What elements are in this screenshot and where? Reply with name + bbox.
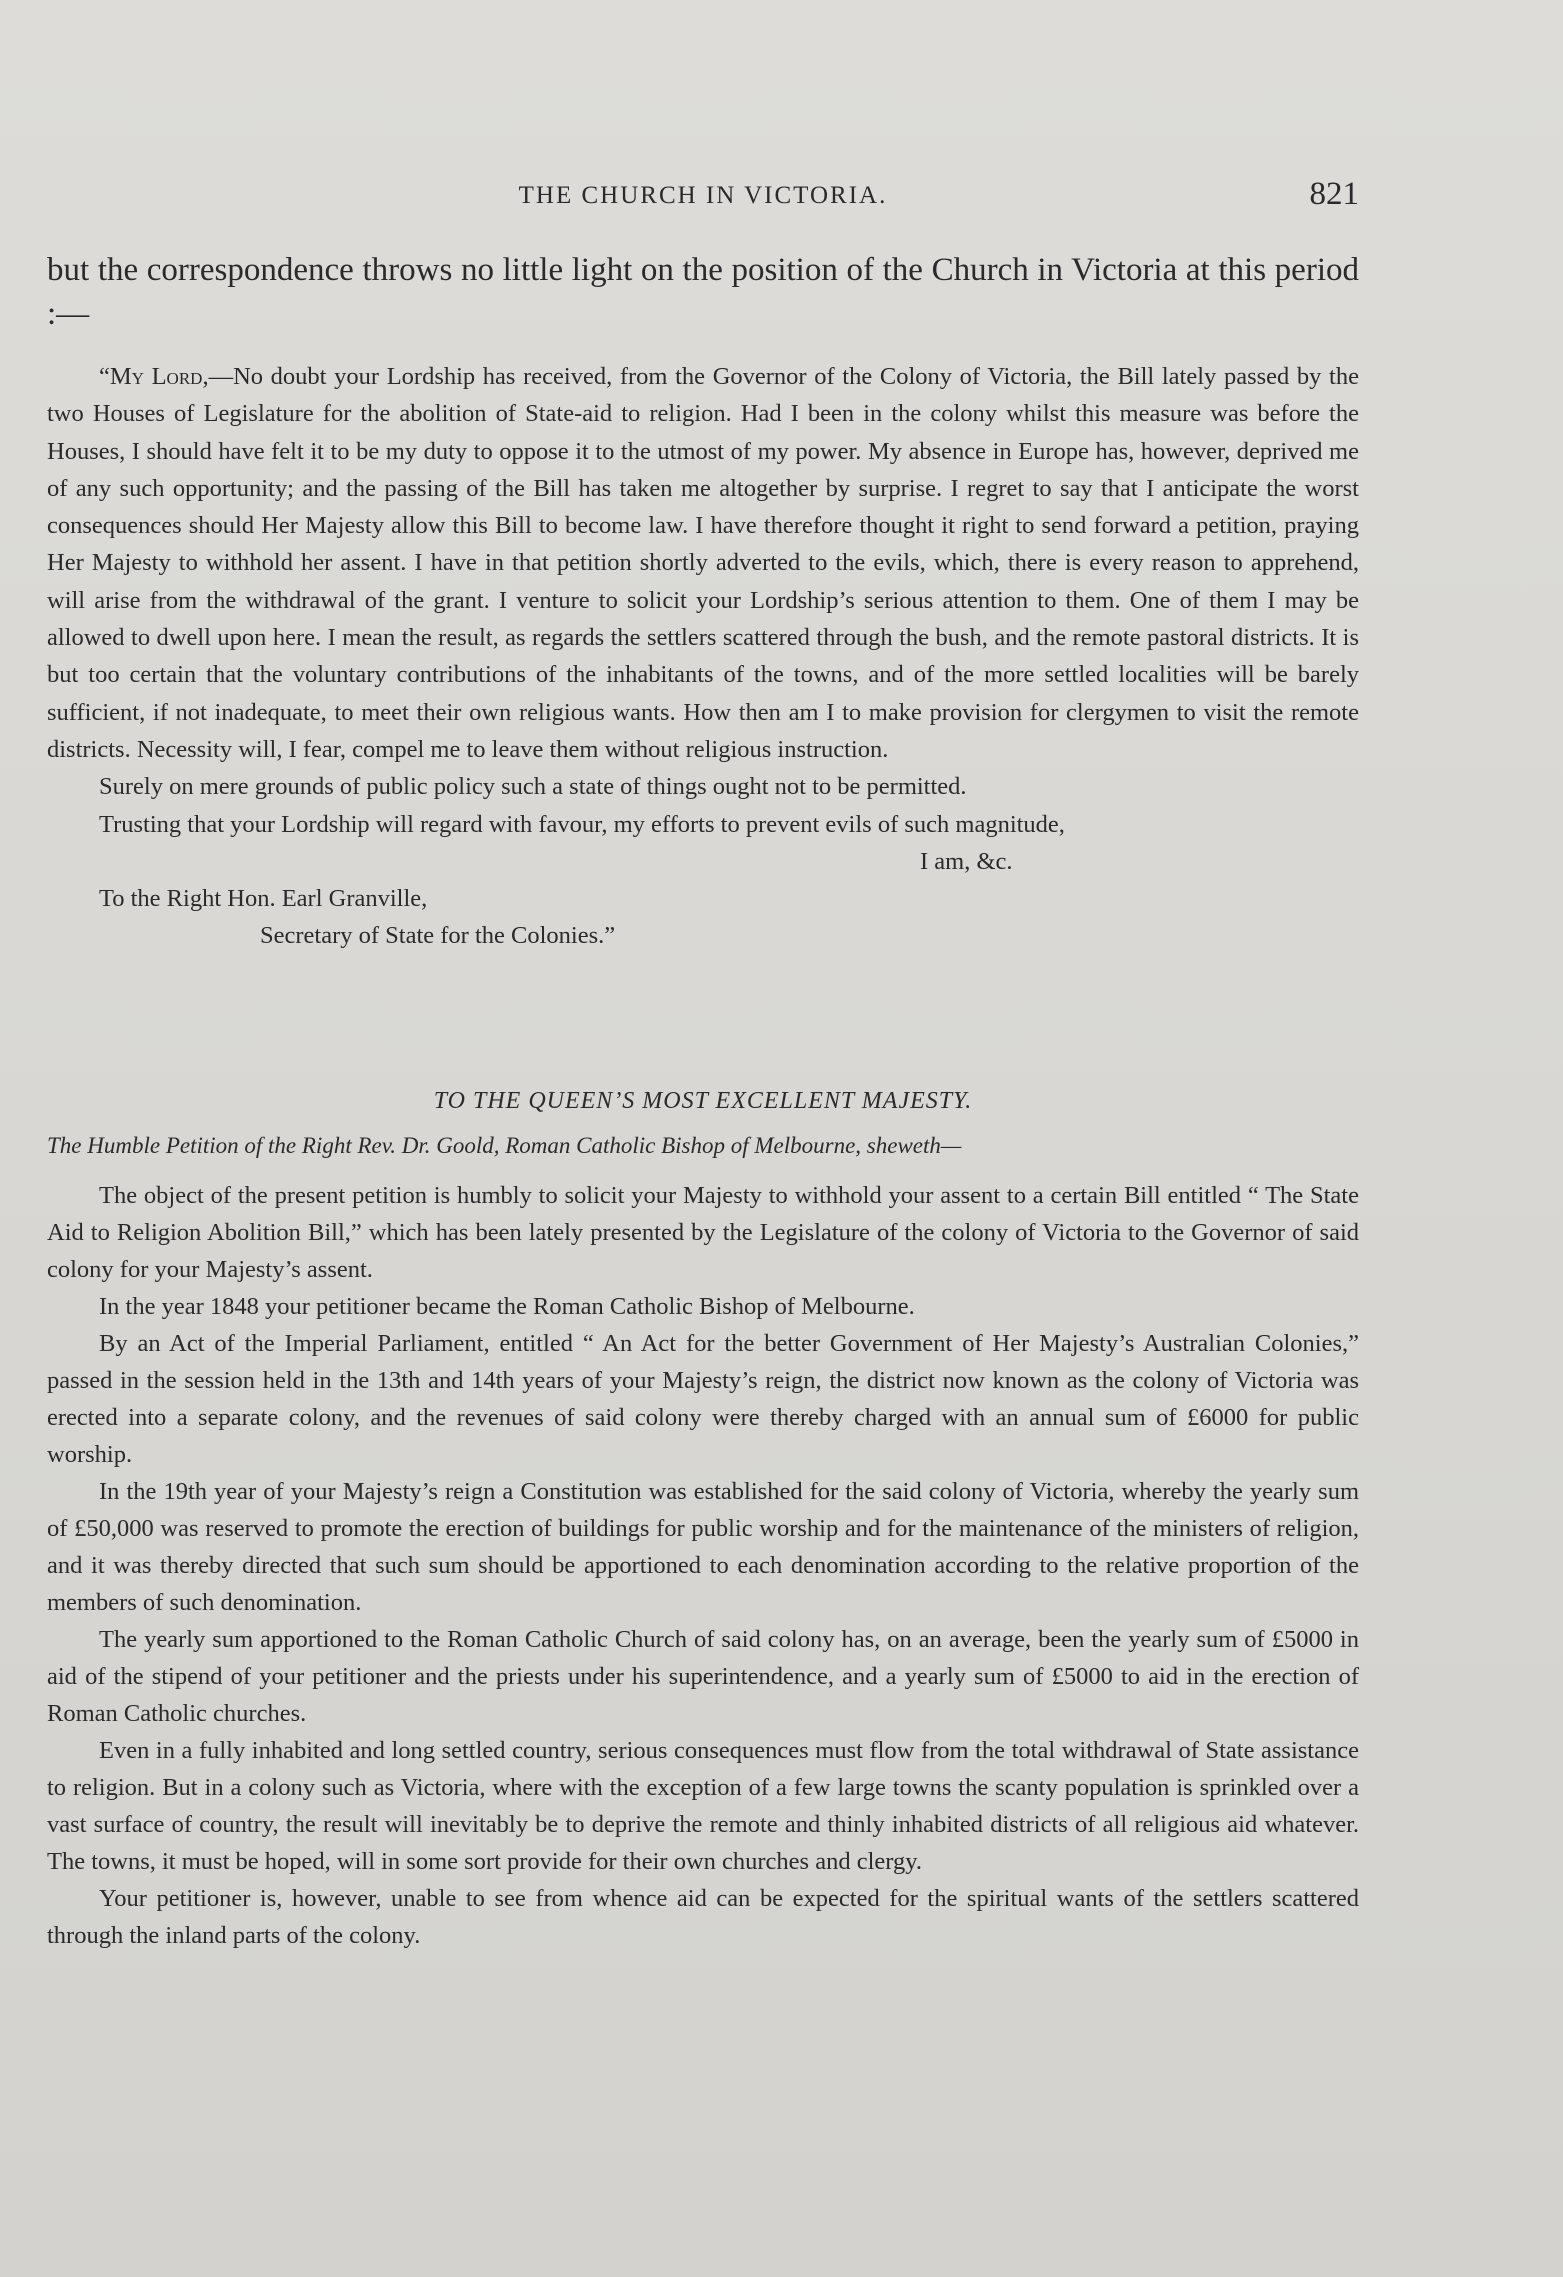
addressee-line-2: Secretary of State for the Colonies.”: [260, 922, 616, 950]
petition-body: [47, 1177, 1359, 1954]
petition-paragraph: The yearly sum apportioned to the Roman Catholic Church of said colony has, on an average, been the yearly sum of £5000 in aid of the stipend of your petitioner and the priests under his superintendence, and a yearly sum of £5000 to aid in the erection of Roman Catholic churches.: [47, 1626, 1359, 1727]
page-header: [47, 176, 1359, 216]
letter-paragraph-2: Surely on mere grounds of public policy such a state of things ought not to be permitted.: [99, 773, 967, 801]
petition-title: TO THE QUEEN’S MOST EXCELLENT MAJESTY.: [433, 1088, 973, 1114]
letter-to-granville: [47, 358, 1359, 955]
petition-paragraph: In the year 1848 your petitioner became the Roman Catholic Bishop of Melbourne.: [99, 1293, 915, 1320]
lead-paragraph: but the correspondence throws no little light on the position of the Church in Victoria at this period :—: [47, 252, 1359, 332]
letter-paragraph-1: [47, 358, 1359, 768]
petition-paragraph: In the 19th year of your Majesty’s reign a Constitution was established for the said colony of Victoria, whereby the yearly sum of £50,000 was reserved to promote the erection of buildings for public worship and for the maintenance of the ministers of religion, and it was thereby directed that such sum should be apportioned to each denomination according to the relative proportion of the members of such denomination.: [47, 1478, 1359, 1616]
letter-signoff: I am, &c.: [920, 847, 1013, 875]
petition-paragraph: Even in a fully inhabited and long settled country, serious consequences must flow from the total withdrawal of State assistance to religion. But in a colony such as Victoria, where with the exception of a few large towns the scanty population is sprinkled over a vast surface of country, the result will inevitably be to deprive the remote and thinly inhabited districts of all religious aid whatever. The towns, it must be hoped, will in some sort provide for their own churches and clergy.: [47, 1737, 1359, 1875]
petition-paragraph: The object of the present petition is humbly to solicit your Majesty to withhold your assent to a certain Bill entitled “ The State Aid to Religion Abolition Bill,” which has been lately presented by the Legislature of the colony of Victoria to the Governor of said colony for your Majesty’s assent.: [47, 1182, 1359, 1283]
addressee-line-1: To the Right Hon. Earl Granville,: [99, 885, 428, 913]
letter-paragraph-1-body: ,—No doubt your Lordship has received, from the Governor of the Colony of Victoria, the Bill lately passed by the two Houses of Legislature for the abolition of State-aid to religion. Had I been in the colony whilst this measure was before the Houses, I should have felt it to be my duty to oppose it to the utmost of my power. My absence in Europe has, however, deprived me of any such opportunity; and the passing of the Bill has taken me altogether by surprise. I regret to say that I anticipate the worst consequences should Her Majesty allow this Bill to become law. I have therefore thought it right to send forward a petition, praying Her Majesty to withhold her assent. I have in that petition shortly adverted to the evils, which, there is every reason to apprehend, will arise from the withdrawal of the grant. I venture to solicit your Lordship’s serious attention to them. One of them I may be allowed to dwell upon here. I mean the result, as regards the settlers scattered through the bush, and the remote pastoral districts. It is but too certain that the voluntary contributions of the inhabitants of the towns, and of the more settled localities will be barely sufficient, if not inadequate, to meet their own religious wants. How then am I to make provision for clergymen to visit the remote districts. Necessity will, I fear, compel me to leave them without religious instruction.: [47, 363, 1359, 763]
petition-paragraph: Your petitioner is, however, unable to see from whence aid can be expected for the spiritual wants of the settlers scattered through the inland parts of the colony.: [47, 1885, 1359, 1949]
page-number: 821: [1309, 176, 1359, 212]
opening-quote: “: [99, 363, 110, 390]
petition-paragraph: By an Act of the Imperial Parliament, entitled “ An Act for the better Government of Her Majesty’s Australian Colonies,” passed in the session held in the 13th and 14th years of your Majesty’s reign, the district now known as the colony of Victoria was erected into a separate colony, and the revenues of said colony were thereby charged with an annual sum of £6000 for public worship.: [47, 1330, 1359, 1468]
salutation: My Lord: [109, 363, 203, 390]
running-head: THE CHURCH IN VICTORIA.: [518, 182, 888, 209]
petition-subtitle: The Humble Petition of the Right Rev. Dr. Goold, Roman Catholic Bishop of Melbourne, sheweth—: [47, 1133, 962, 1158]
letter-paragraph-3: Trusting that your Lordship will regard with favour, my efforts to prevent evils of such magnitude,: [99, 810, 1065, 838]
